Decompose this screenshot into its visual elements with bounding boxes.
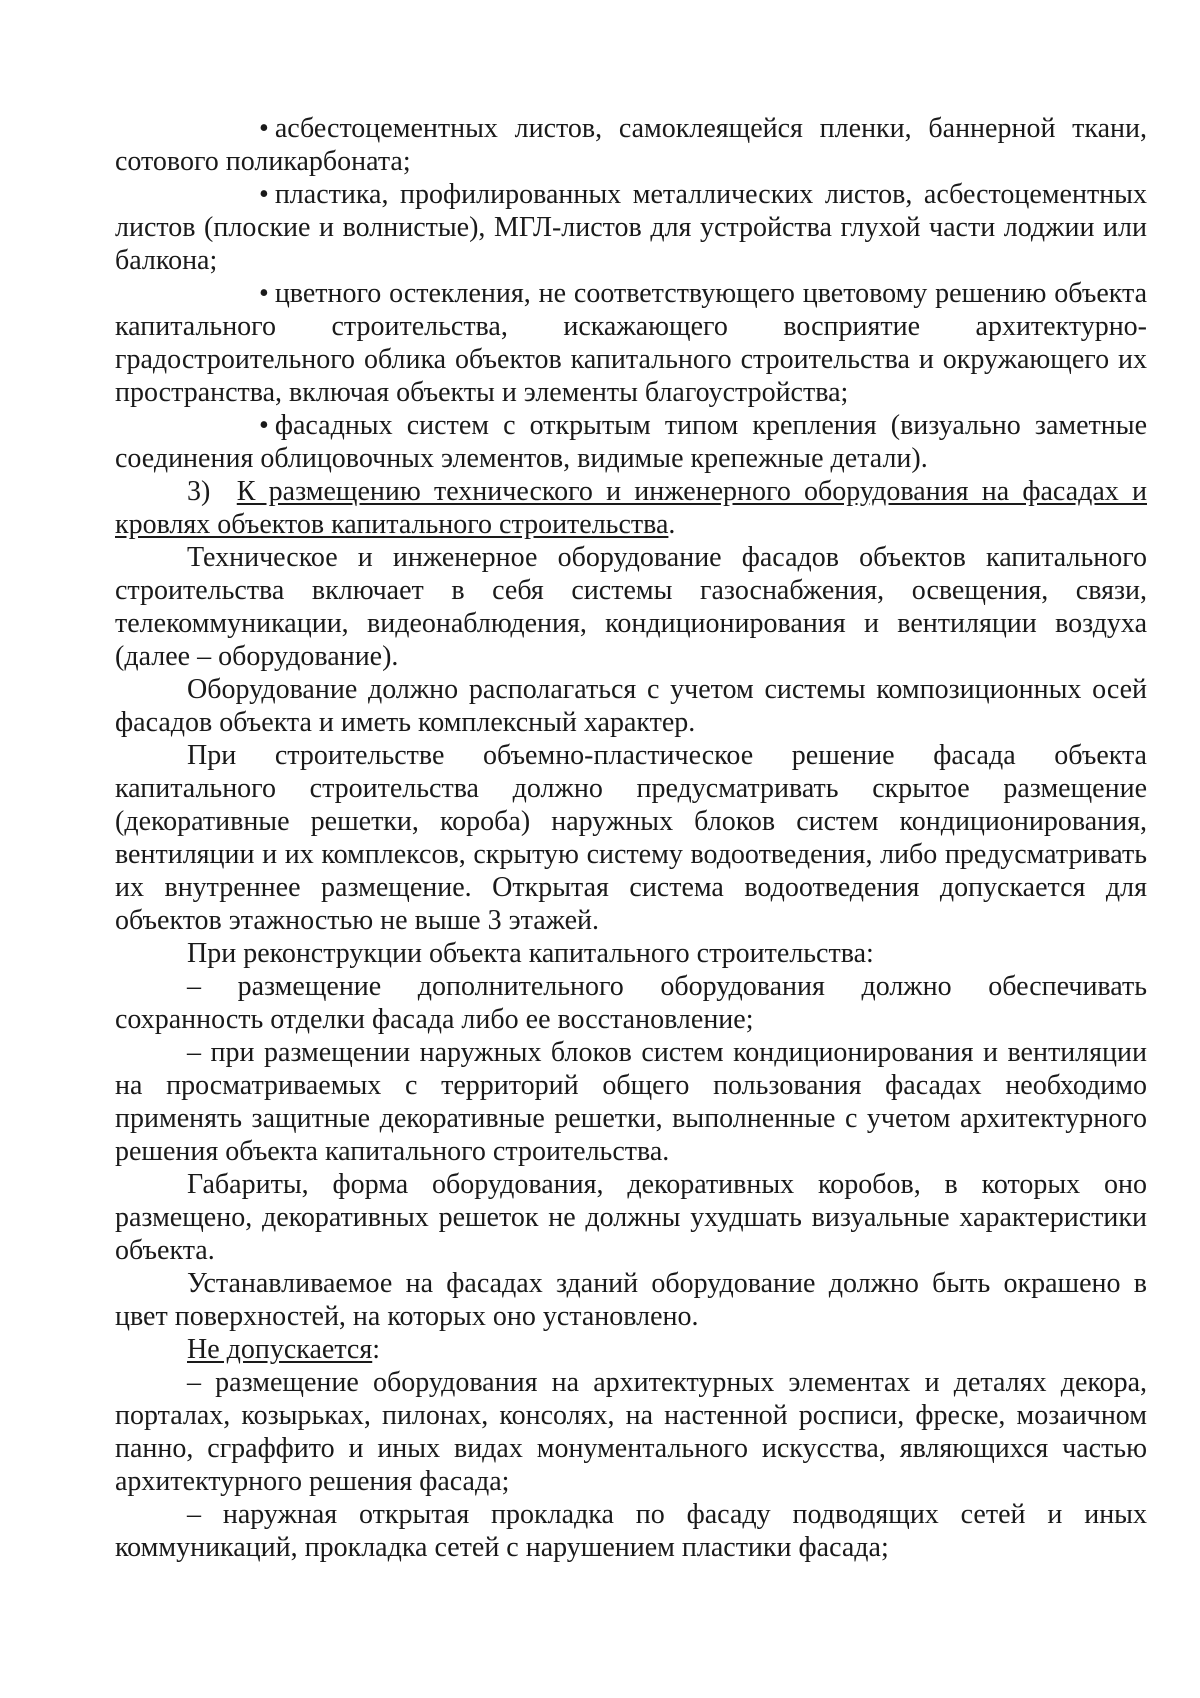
bullet-icon: •	[259, 410, 269, 441]
dash-item: – наружная открытая прокладка по фасаду подводящих сетей и иных коммуникаций, прокладка сетей с нарушением пластики фасада;	[115, 1499, 1147, 1563]
dash-item: – размещение дополнительного оборудования должно обеспечивать сохранность отделки фасада либо ее восстановление;	[115, 971, 1147, 1035]
document-page	[115, 112, 1147, 1564]
paragraph: Техническое и инженерное оборудование фасадов объектов капитального строительства включает в себя системы газоснабжения, освещения, связи, телекоммуникации, видеонаблюдения, кондиционирования и вентиляции воздуха (далее – оборудование).	[115, 542, 1147, 672]
bullet-icon: •	[259, 278, 269, 309]
section-heading-text: К размещению технического и инженерного оборудования на фасадах и кровлях объектов капитального строительства	[115, 476, 1147, 540]
section-number: 3)	[187, 476, 211, 507]
bullet-icon: •	[259, 113, 269, 144]
paragraph: Габариты, форма оборудования, декоративных коробов, в которых оно размещено, декоративных решеток не должны ухудшать визуальные характеристики объекта.	[115, 1169, 1147, 1266]
section-heading: 3) К размещению технического и инженерного оборудования на фасадах и кровлях объектов капитального строительства.	[115, 476, 1147, 540]
bullet-item: • фасадных систем с открытым типом крепления (визуально заметные соединения облицовочных элементов, видимые крепежные детали).	[115, 410, 1147, 474]
bullet-item: • пластика, профилированных металлических листов, асбестоцементных листов (плоские и волнистые), МГЛ-листов для устройства глухой части лоджии или балкона;	[115, 179, 1147, 276]
paragraph: При строительстве объемно-пластическое решение фасада объекта капитального строительства должно предусматривать скрытое размещение (декоративные решетки, короба) наружных блоков систем кондиционирования, вентиляции и их комплексов, скрытую систему водоотведения, либо предусматривать их внутреннее размещение. Открытая система водоотведения допускается для объектов этажностью не выше 3 этажей.	[115, 740, 1147, 936]
paragraph: При реконструкции объекта капитального строительства:	[187, 938, 874, 969]
bullet-item: • асбестоцементных листов, самоклеящейся пленки, баннерной ткани, сотового поликарбоната;	[115, 113, 1147, 177]
bullet-item: • цветного остекления, не соответствующего цветовому решению объекта капитального строительства, искажающего восприятие архитектурно-градостроительного облика объектов капитального строительства и окружающего их пространства, включая объекты и элементы благоустройства;	[115, 278, 1147, 408]
paragraph: Оборудование должно располагаться с учетом системы композиционных осей фасадов объекта и иметь комплексный характер.	[115, 674, 1147, 738]
paragraph: Устанавливаемое на фасадах зданий оборудование должно быть окрашено в цвет поверхностей, на которых оно установлено.	[115, 1268, 1147, 1332]
not-allowed-label: Не допускается	[187, 1334, 373, 1365]
dash-item: – размещение оборудования на архитектурных элементах и деталях декора, порталах, козырьках, пилонах, консолях, на настенной росписи, фреске, мозаичном панно, сграффито и иных видах монументального искусства, являющихся частью архитектурного решения фасада;	[115, 1367, 1147, 1497]
not-allowed-heading: Не допускается:	[187, 1334, 381, 1365]
dash-item: – при размещении наружных блоков систем кондиционирования и вентиляции на просматриваемых с территорий общего пользования фасадах необходимо применять защитные декоративные решетки, выполненные с учетом архитектурного решения объекта капитального строительства.	[115, 1037, 1147, 1167]
bullet-icon: •	[259, 179, 269, 210]
